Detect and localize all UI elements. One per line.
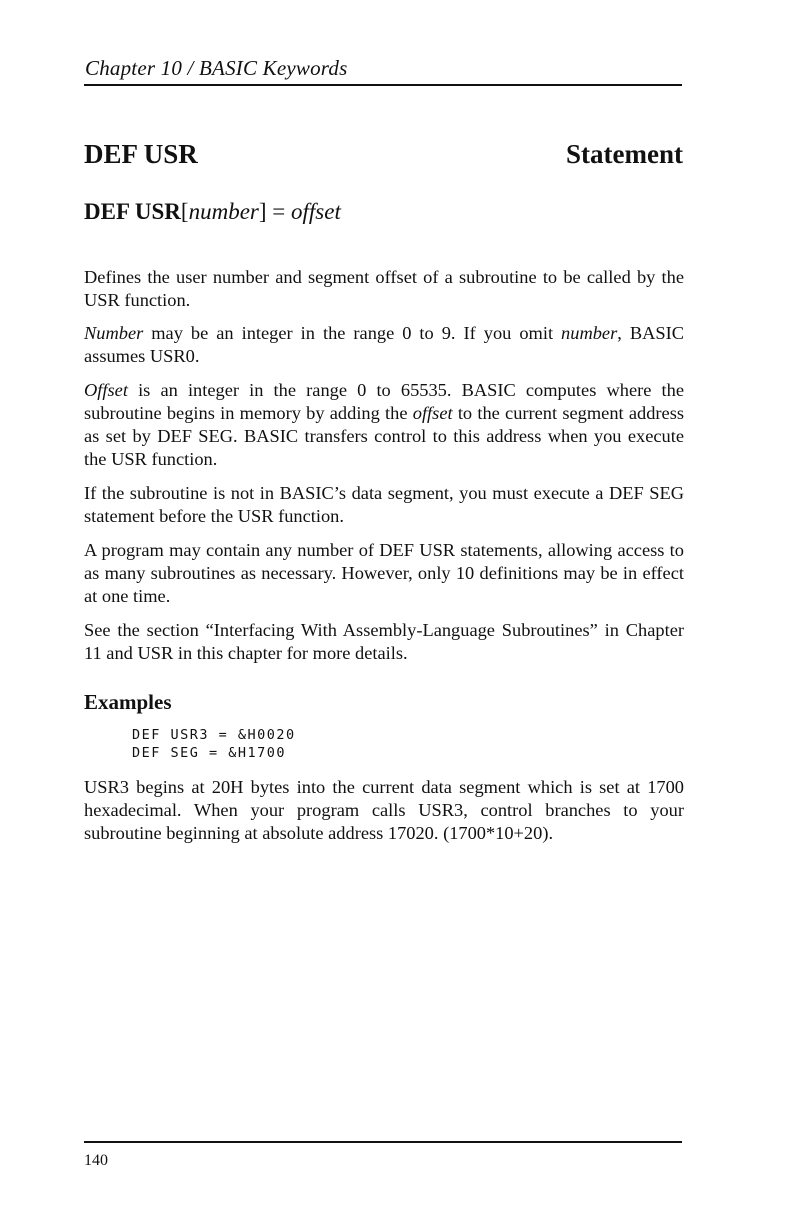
paragraph-definitions-limit: A program may contain any number of DEF USR statements, allowing access to as many subroutines as necessary. However, only 10 definitions may be in effect at one time.	[84, 540, 684, 606]
example-description	[84, 776, 684, 845]
examples-heading: Examples	[84, 690, 172, 714]
syntax-param: number	[188, 199, 259, 224]
code-example	[132, 726, 296, 762]
syntax-line	[84, 199, 341, 225]
paragraph-see-also: See the section “Interfacing With Assembly-Language Subroutines” in Chapter 11 and USR in this chapter for more details.	[84, 620, 684, 663]
syntax-open-bracket: [	[180, 199, 189, 224]
paragraph-definition: Defines the user number and segment offset of a subroutine to be called by the USR function.	[84, 267, 684, 310]
paragraph-offset-text1: is an integer in the range 0 to 65535. BASIC computes where the subroutine begins in memory by adding the	[84, 380, 684, 423]
syntax-equals: =	[266, 199, 292, 224]
syntax-keyword: DEF USR	[84, 199, 181, 224]
paragraph-example-explanation: USR3 begins at 20H bytes into the current data segment which is set at 1700 hexadecimal. When your program calls USR3, control branches to your subroutine beginning at absolute address 17020. (1700*10+20).	[84, 777, 684, 843]
header-rule	[84, 84, 682, 86]
syntax-close-bracket: ]	[258, 199, 267, 224]
paragraph-offset-text2: to the current segment address as set by DEF SEG. BASIC transfers control to this address when you execute the USR function.	[84, 403, 685, 469]
page-number: 140	[84, 1152, 108, 1169]
footer-rule	[84, 1141, 682, 1143]
code-line: DEF SEG = &H1700	[132, 745, 287, 761]
paragraph-offset	[84, 379, 684, 471]
paragraph-number-text1: may be an integer in the range 0 to 9. If you omit	[143, 323, 562, 343]
body-text	[84, 266, 684, 676]
term-number-inline: number	[561, 323, 618, 343]
term-offset: Offset	[84, 380, 128, 400]
chapter-header: Chapter 10 / BASIC Keywords	[85, 56, 348, 80]
paragraph-data-segment: If the subroutine is not in BASIC’s data segment, you must execute a DEF SEG statement before the USR function.	[84, 483, 684, 526]
paragraph-number	[84, 322, 684, 368]
paragraph-number-text2: , BASIC assumes USR0.	[84, 323, 684, 366]
term-offset-inline: offset	[412, 403, 453, 423]
term-number: Number	[84, 323, 144, 343]
syntax-value: offset	[291, 199, 341, 224]
statement-type-label: Statement	[566, 139, 683, 169]
page-title: DEF USR	[84, 139, 198, 169]
code-line: DEF USR3 = &H0020	[132, 727, 296, 743]
